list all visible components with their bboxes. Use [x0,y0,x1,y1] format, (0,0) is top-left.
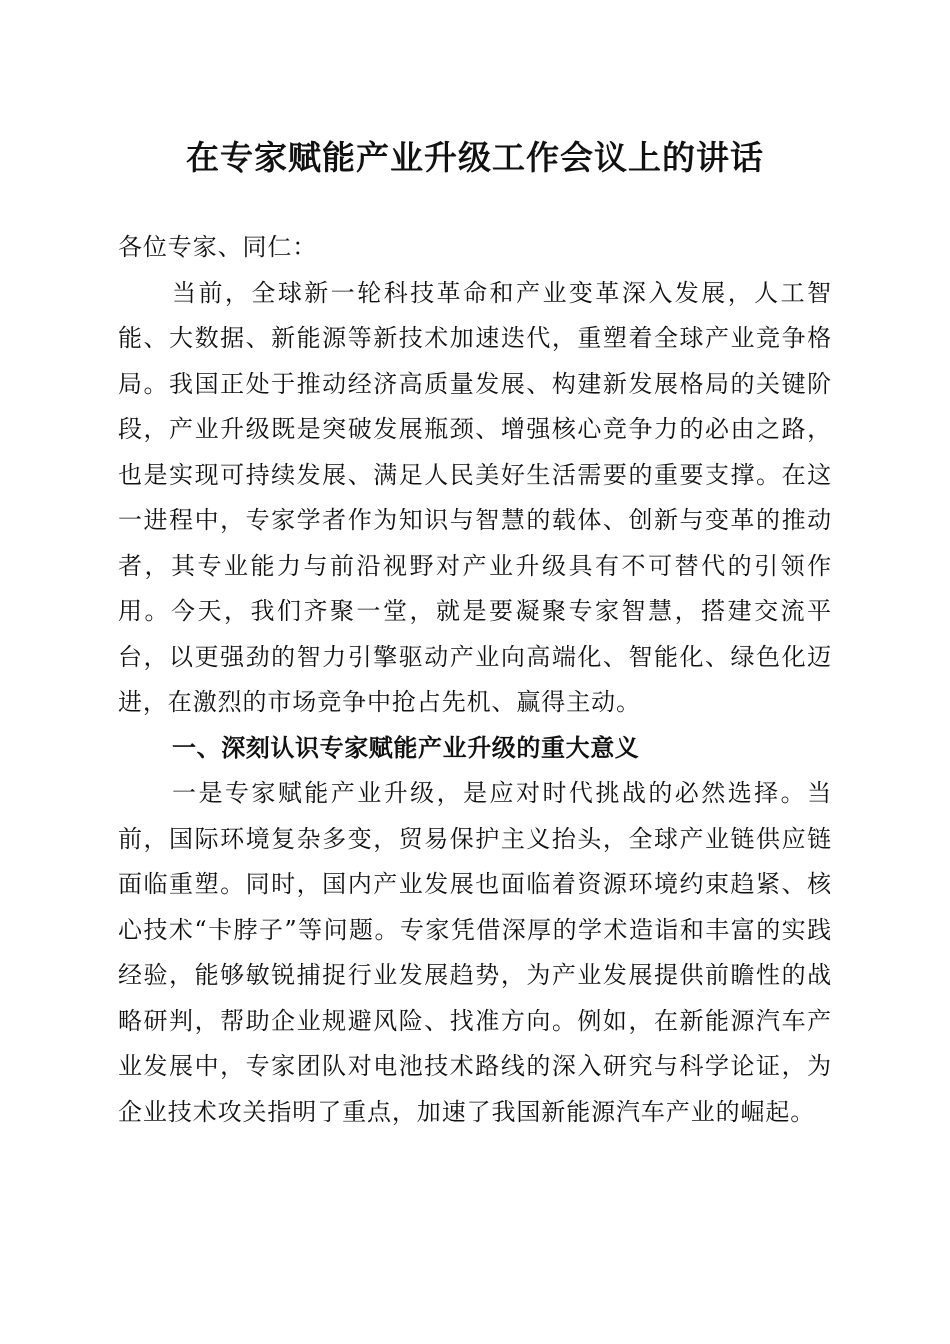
salutation: 各位专家、同仁： [118,233,318,261]
paragraph-section-1-point-1: 一是专家赋能产业升级，是应对时代挑战的必然选择。当前，国际环境复杂多变，贸易保护主义抬头，全球产业链供应链面临重塑。同时，国内产业发展也面临着资源环境约束趋紧、核心技术“卡脖子”等问题。专家凭借深厚的学术造诣和丰富的实践经验，能够敏锐捕捉行业发展趋势，为产业发展提供前瞻性的战略研判，帮助企业规避风险、找准方向。例如，在新能源汽车产业发展中，专家团队对电池技术路线的深入研究与科学论证，为企业技术攻关指明了重点，加速了我国新能源汽车产业的崛起。 [118,779,832,1126]
section-heading-1: 一、深刻认识专家赋能产业升级的重大意义 [172,733,640,762]
paragraph-introduction: 当前，全球新一轮科技革命和产业变革深入发展，人工智能、大数据、新能源等新技术加速迭代，重塑着全球产业竞争格局。我国正处于推动经济高质量发展、构建新发展格局的关键阶段，产业升级既是突破发展瓶颈、增强核心竞争力的必由之路，也是实现可持续发展、满足人民美好生活需要的重要支撑。在这一进程中，专家学者作为知识与智慧的载体、创新与变革的推动者，其专业能力与前沿视野对产业升级具有不可替代的引领作用。今天，我们齐聚一堂，就是要凝聚专家智慧，搭建交流平台，以更强劲的智力引擎驱动产业向高端化、智能化、绿色化迈进，在激烈的市场竞争中抢占先机、赢得主动。 [118,278,832,716]
document-title: 在专家赋能产业升级工作会议上的讲话 [186,138,764,177]
document-body [118,225,832,1135]
